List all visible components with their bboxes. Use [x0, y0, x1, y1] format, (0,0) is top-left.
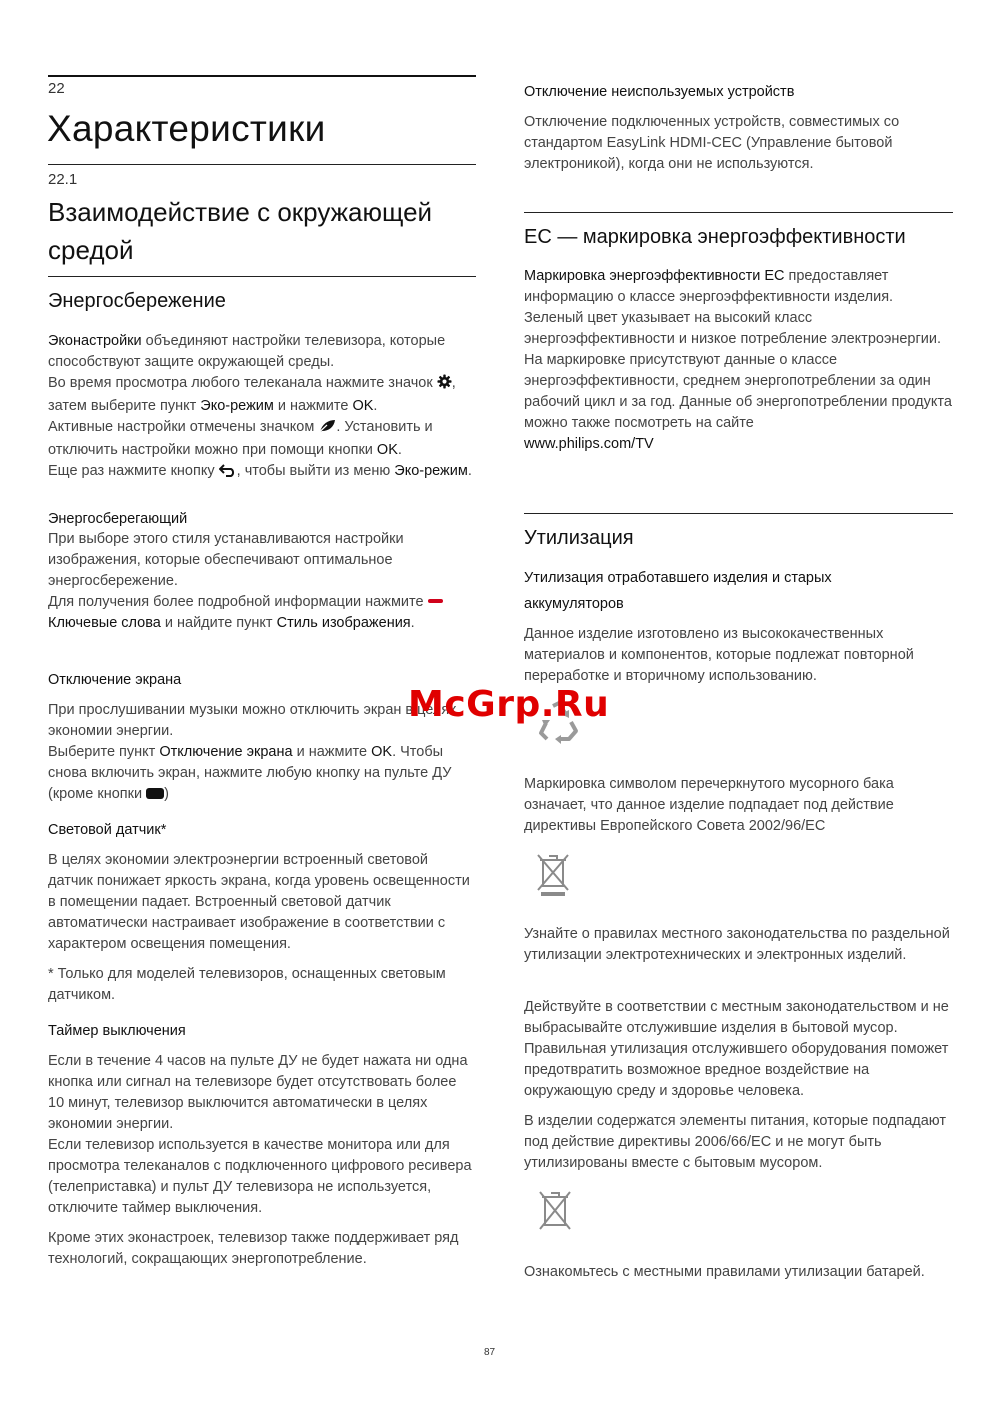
chapter-number: 22 — [48, 80, 65, 97]
energy-text-3c: . — [397, 442, 402, 458]
saver-text-2c: . — [410, 615, 415, 631]
saver-text-2a: Для получения более подробной информации нажмите — [48, 594, 428, 610]
watermark: McGrp.Ru — [408, 684, 610, 725]
ok-key: OK — [371, 744, 393, 760]
ec-label-term: Маркировка энергоэффективности ЕС — [524, 268, 785, 284]
section-rule — [48, 164, 476, 165]
screen-off-text-1: При прослушивании музыки можно отключить экран в целях экономии энергии. — [48, 702, 457, 739]
energy-heading: Энергосбережение — [48, 290, 226, 312]
disposal-text-4: Действуйте в соответствии с местным законодательством и не выбрасывайте отслужившие изделия в бытовой мусор. Правильная утилизация отслужившего оборудования поможет предотвратить возможное вредное воздействие на окружающую среду и здоровье человека. — [524, 999, 949, 1099]
energy-text-2d: . — [373, 398, 378, 414]
page-number: 87 — [484, 1347, 496, 1358]
disposal-heading: Утилизация — [524, 527, 634, 549]
disposal-text-3: Узнайте о правилах местного законодательства по раздельной утилизации электротехнических и электронных изделий. — [524, 926, 950, 963]
light-sensor-heading: Световой датчик* — [48, 822, 167, 838]
timer-text-1 — [48, 1051, 476, 1219]
saver-text-2b: и найдите пункт — [160, 615, 277, 631]
energy-text-4a: Еще раз нажмите кнопку — [48, 463, 219, 479]
ec-heading: ЕС — маркировка энергоэффективности — [524, 226, 906, 248]
philips-url-link[interactable]: www.philips.com/TV — [524, 436, 654, 452]
timer-heading: Таймер выключения — [48, 1023, 186, 1039]
picture-style-term: Стиль изображения — [276, 615, 411, 631]
light-sensor-text-2: * Только для моделей телевизоров, оснащенных световым датчиком. — [48, 966, 446, 1003]
unused-text: Отключение подключенных устройств, совместимых со стандартом EasyLink HDMI-CEC (Управление бытовой электроникой), когда они не используются. — [524, 114, 900, 172]
screen-off-text-2b: и нажмите — [292, 744, 372, 760]
timer-text-2: Если телевизор используется в качестве монитора или для просмотра телеканалов с подключенного цифрового ресивера (телеприставка) и пульт ДУ телевизора не используется, отключите таймер выключения. — [48, 1137, 472, 1216]
screen-off-text-2d: ) — [164, 786, 169, 802]
disposal-text-6: Ознакомьтесь с местными правилами утилизации батарей. — [524, 1264, 925, 1280]
ec-rule — [524, 212, 953, 213]
section-number: 22.1 — [48, 171, 78, 188]
eco-mode-term: Эко-режим — [394, 463, 468, 479]
disposal-rule — [524, 513, 953, 514]
energy-text-2a: Во время просмотра любого телеканала нажмите значок — [48, 375, 437, 391]
chapter-title: Характеристики — [47, 108, 326, 149]
saver-heading: Энергосберегающий — [48, 511, 188, 527]
energy-text-3b: . Установить и отключить настройки можно при помощи кнопки — [48, 419, 433, 458]
energy-text-3a: Активные настройки отмечены значком — [48, 419, 319, 435]
back-arrow-icon — [219, 463, 237, 484]
disposal-subheading: Утилизация отработавшего изделия и старых аккумуляторов — [524, 570, 832, 612]
ok-key: OK — [376, 442, 398, 458]
screen-off-heading: Отключение экрана — [48, 672, 182, 688]
disposal-text-2: Маркировка символом перечеркнутого мусорного бака означает, что данное изделие подпадает под действие директивы Европейского Совета 2002/96/EC — [524, 776, 894, 834]
chapter-rule — [48, 75, 476, 77]
ok-key: OK — [352, 398, 374, 414]
saver-text-1: При выборе этого стиля устанавливаются настройки изображения, которые обеспечивают оптимальное энергосбережение. — [48, 531, 404, 589]
ec-text-1: предоставляет информацию о классе энергоэффективности изделия. Зеленый цвет указывает на высокий класс энергоэффективности и низкое потребление электроэнергии. — [524, 268, 941, 347]
ec-paragraph — [524, 266, 953, 455]
disposal-text-1: Данное изделие изготовлено из высококачественных материалов и компонентов, которые подлежат повторной переработке и вторичному использованию. — [524, 626, 914, 684]
crossed-bin-icon — [535, 852, 571, 903]
disposal-text-5: В изделии содержатся элементы питания, которые подпадают под действие директивы 2006/66/EC и не могут быть утилизированы вместе с бытовым мусором. — [524, 1113, 946, 1171]
screen-off-text-2a: Выберите пункт — [48, 744, 160, 760]
energy-paragraph — [48, 331, 476, 484]
keywords-term: Ключевые слова — [48, 615, 161, 631]
red-key-icon — [428, 599, 443, 603]
energy-text-2c: и нажмите — [273, 398, 353, 414]
energy-text-1: объединяют настройки телевизора, которые способствуют защите окружающей среды. — [48, 333, 446, 370]
eco-mode-term: Эко-режим — [200, 398, 274, 414]
gear-icon — [437, 374, 452, 396]
timer-text-1a: Если в течение 4 часов на пульте ДУ не будет нажата ни одна кнопка или сигнал на телевизоре будет отсутствовать более 10 минут, телевизор выключится автоматически в целях экономии энергии. — [48, 1053, 468, 1132]
energy-rule — [48, 276, 476, 277]
eco-settings-term: Эконастройки — [48, 333, 142, 349]
power-key-icon — [146, 788, 164, 799]
timer-text-3: Кроме этих эконастроек, телевизор также поддерживает ряд технологий, сокращающих энергопотребление. — [48, 1230, 459, 1267]
saver-paragraph — [48, 529, 476, 634]
section-title: Взаимодействие с окружающей средой — [48, 197, 433, 265]
energy-text-4c: . — [467, 463, 472, 479]
screen-off-term: Отключение экрана — [159, 744, 293, 760]
ec-text-2: На маркировке присутствуют данные о классе энергоэффективности, среднем энергопотреблении за один рабочий цикл и за год. Данные об энергопотреблении продукта можно также посмотреть на сайте — [524, 352, 952, 431]
crossed-bin-battery-icon — [537, 1189, 573, 1236]
light-sensor-text-1: В целях экономии электроэнергии встроенный световой датчик понижает яркость экрана, когда уровень освещенности в помещении падает. Встроенный световой датчик автоматически настраивает изображение в соответствии с характером освещения помещения. — [48, 852, 470, 952]
screen-off-text-2c: . Чтобы снова включить экран, нажмите любую кнопку на пульте ДУ (кроме кнопки — [48, 744, 452, 802]
energy-text-4b: , чтобы выйти из меню — [236, 463, 395, 479]
unused-heading: Отключение неиспользуемых устройств — [524, 84, 795, 100]
eco-leaf-icon — [318, 419, 336, 440]
energy-text-2b: , затем выберите пункт — [48, 375, 456, 414]
